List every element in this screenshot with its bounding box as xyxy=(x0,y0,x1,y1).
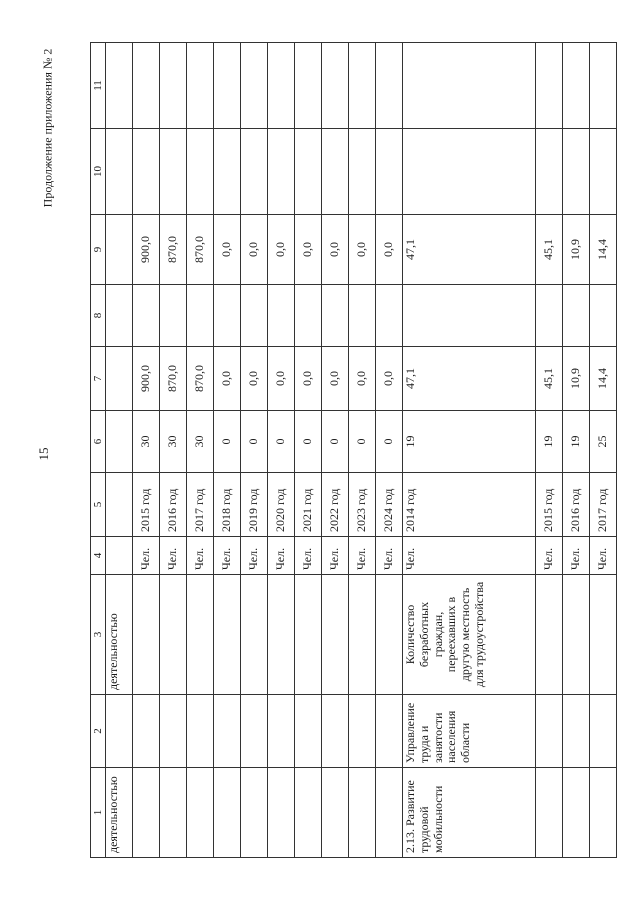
table-row xyxy=(322,43,349,858)
cell-col6: 19 xyxy=(563,411,590,473)
cell-unit: Чел. xyxy=(295,537,322,575)
table-row xyxy=(268,43,295,858)
cell-col6: 0 xyxy=(295,411,322,473)
cell-unit: Чел. xyxy=(563,537,590,575)
col-num-3: 3 xyxy=(91,575,106,695)
section-rows xyxy=(536,43,617,858)
cell-col9: 870,0 xyxy=(187,215,214,285)
col-num-6: 6 xyxy=(91,411,106,473)
cell-col9: 900,0 xyxy=(133,215,160,285)
col-num-5: 5 xyxy=(91,473,106,537)
plain-rows xyxy=(133,43,403,858)
cell-year: 2015 год xyxy=(133,473,160,537)
cell-col9: 0,0 xyxy=(214,215,241,285)
table-row xyxy=(187,43,214,858)
table-row xyxy=(295,43,322,858)
cell-year: 2016 год xyxy=(563,473,590,537)
cell-col7: 0,0 xyxy=(322,347,349,411)
table-row xyxy=(536,43,563,858)
cell-col9: 870,0 xyxy=(160,215,187,285)
cell-year: 2024 год xyxy=(376,473,403,537)
cell-year: 2014 год xyxy=(403,473,536,537)
table-row xyxy=(241,43,268,858)
cell-col7: 900,0 xyxy=(133,347,160,411)
cell-year: 2016 год xyxy=(160,473,187,537)
table-row xyxy=(106,43,133,858)
col-num-8: 8 xyxy=(91,285,106,347)
cell-col6: 0 xyxy=(268,411,295,473)
table-row xyxy=(563,43,590,858)
table-row xyxy=(349,43,376,858)
table-row xyxy=(376,43,403,858)
cell-col7: 47,1 xyxy=(403,347,536,411)
cell-col7: 0,0 xyxy=(268,347,295,411)
cell-col6: 25 xyxy=(590,411,617,473)
cell-col6: 30 xyxy=(133,411,160,473)
cell-unit: Чел. xyxy=(590,537,617,575)
section-executor: Управление труда и занятости населения области xyxy=(403,695,536,768)
cell-col6: 0 xyxy=(214,411,241,473)
cell-col9: 10,9 xyxy=(563,215,590,285)
cell-year: 2018 год xyxy=(214,473,241,537)
cell-unit: Чел. xyxy=(349,537,376,575)
table-row xyxy=(214,43,241,858)
cell-col6: 0 xyxy=(349,411,376,473)
cell-unit: Чел. xyxy=(160,537,187,575)
cell-col9: 0,0 xyxy=(349,215,376,285)
cell-col9: 0,0 xyxy=(241,215,268,285)
cell-year: 2021 год xyxy=(295,473,322,537)
column-number-row xyxy=(91,43,106,858)
col-num-10: 10 xyxy=(91,129,106,215)
cell-unit: Чел. xyxy=(376,537,403,575)
cell-col9: 0,0 xyxy=(295,215,322,285)
cell-year: 2020 год xyxy=(268,473,295,537)
cell-year: 2019 год xyxy=(241,473,268,537)
cell-col6: 30 xyxy=(160,411,187,473)
cell-col9: 45,1 xyxy=(536,215,563,285)
section-title: 2.13. Развитие трудовой мобильности xyxy=(403,768,536,858)
cell-unit: Чел. xyxy=(241,537,268,575)
cell-year: 2015 год xyxy=(536,473,563,537)
table-row xyxy=(160,43,187,858)
cell-col9: 0,0 xyxy=(322,215,349,285)
cell-col7: 0,0 xyxy=(349,347,376,411)
col-num-4: 4 xyxy=(91,537,106,575)
cell-col6: 0 xyxy=(322,411,349,473)
table-row xyxy=(590,43,617,858)
cell-activity-1: деятельностью xyxy=(106,768,133,858)
cell-col6: 0 xyxy=(376,411,403,473)
col-num-2: 2 xyxy=(91,695,106,768)
table-row xyxy=(133,43,160,858)
cell-col7: 0,0 xyxy=(376,347,403,411)
cell-col9: 14,4 xyxy=(590,215,617,285)
col-num-9: 9 xyxy=(91,215,106,285)
cell-unit: Чел. xyxy=(133,537,160,575)
continuation-label: Продолжение приложения № 2 xyxy=(40,48,55,208)
cell-unit: Чел. xyxy=(214,537,241,575)
cell-activity-3: деятельностью xyxy=(106,575,133,695)
cell-col7: 0,0 xyxy=(295,347,322,411)
cell-col9: 0,0 xyxy=(268,215,295,285)
data-table xyxy=(90,42,617,858)
cell-col7: 10,9 xyxy=(563,347,590,411)
cell-unit: Чел. xyxy=(268,537,295,575)
cell-col9: 0,0 xyxy=(376,215,403,285)
cell-col7: 0,0 xyxy=(214,347,241,411)
cell-unit: Чел. xyxy=(403,537,536,575)
cell-col6: 0 xyxy=(241,411,268,473)
cell-year: 2023 год xyxy=(349,473,376,537)
rotated-table-wrapper xyxy=(90,43,610,858)
cell-col6: 19 xyxy=(536,411,563,473)
cell-unit: Чел. xyxy=(322,537,349,575)
cell-col7: 870,0 xyxy=(187,347,214,411)
col-num-7: 7 xyxy=(91,347,106,411)
cell-unit: Чел. xyxy=(536,537,563,575)
page-number: 15 xyxy=(36,447,51,461)
cell-col6: 19 xyxy=(403,411,536,473)
cell-col7: 870,0 xyxy=(160,347,187,411)
cell-col7: 45,1 xyxy=(536,347,563,411)
cell-col9: 47,1 xyxy=(403,215,536,285)
cell-year: 2017 год xyxy=(187,473,214,537)
cell-col7: 14,4 xyxy=(590,347,617,411)
cell-col6: 30 xyxy=(187,411,214,473)
cell-col7: 0,0 xyxy=(241,347,268,411)
cell-unit: Чел. xyxy=(187,537,214,575)
cell-year: 2017 год xyxy=(590,473,617,537)
cell-year: 2022 год xyxy=(322,473,349,537)
section-indicator: Количество безработных граждан, переехавших в другую местность для трудоустройства xyxy=(403,575,536,695)
table-row-section-2-13 xyxy=(403,43,536,858)
col-num-11: 11 xyxy=(91,43,106,129)
col-num-1: 1 xyxy=(91,768,106,858)
